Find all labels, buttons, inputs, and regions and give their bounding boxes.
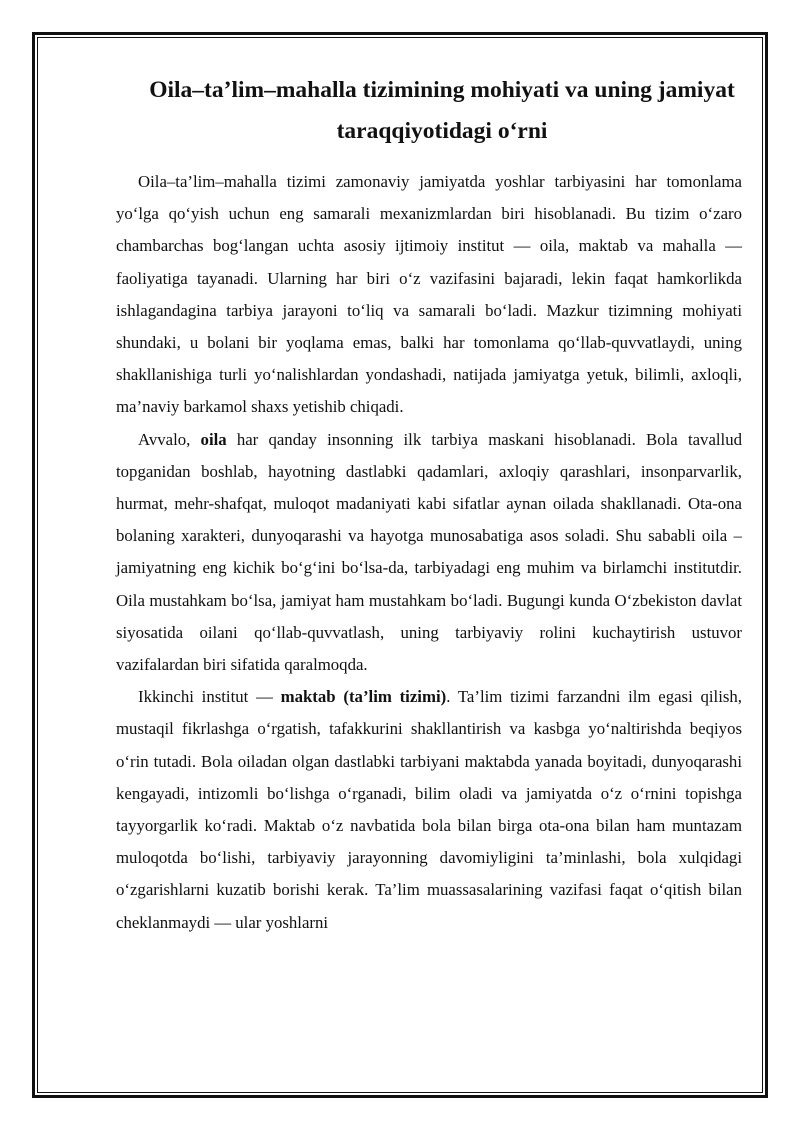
paragraph-family-body: har qanday insonning ilk tarbiya maskani hisoblanadi. Bola tavallud topganidan boshlab, hayotning dastlabki qadamlari, axloqiy qarashlari, insonparvarlik, hurmat, mehr-shafqat, muloqot madaniyati kabi sifatlar aynan oilada shakllanadi. Ota-ona bolaning xarakteri, dunyoqarashi va hayotga munosabatiga asos soladi. Shu sababli oila – jamiyatning eng kichik bo‘g‘ini bo‘lsa-da, tarbiyadagi eng muhim va birlamchi institutdir. Oila mustahkam bo‘lsa, jamiyat ham mustahkam bo‘ladi. Bugungi kunda O‘zbekiston davlat siyosatida oilani qo‘llab-quvvatlash, uning tarbiyaviy rolini kuchaytirish ustuvor vazifalardan biri sifatida qaralmoqda. [116, 429, 743, 675]
paragraph-school-lead: Ikkinchi institut — [138, 687, 281, 707]
paragraph-family-keyword: oila [200, 429, 227, 449]
paragraph-family-lead: Avvalo, [138, 429, 201, 449]
paragraph-school-body: . Ta’lim tizimi farzandni ilm egasi qilish, mustaqil fikrlashga o‘rgatish, tafakkurini shakllantirish va kasbga yo‘naltirishda beqiyos o‘rin tutadi. Bola oiladan olgan dastlabki tarbiyani maktabda yanada boyitadi, dunyoqarashi kengayadi, intizomli bo‘lishga o‘rganadi, bilim oladi va jamiyatda o‘z o‘rnini topishga tayyorgarlik ko‘radi. Maktab o‘z navbatida bola bilan birga ota-ona bilan ham muntazam muloqotda bo‘lishi, tarbiyaviy jarayonning davomiyligini ta’minlashi, bola xulqidagi o‘zgarishlarni kuzatib borishi kerak. Ta’lim muassasalarining vazifasi faqat o‘qitish bilan cheklanmaydi — ular yoshlarni [116, 687, 742, 932]
document-title: Oila–ta’lim–mahalla tizimining mohiyati va uning jamiyat taraqqiyotidagi o‘rni [149, 77, 735, 144]
paragraph-school-keyword: maktab (ta’lim tizimi) [280, 687, 447, 707]
paragraph-intro: Oila–ta’lim–mahalla tizimi zamonaviy jamiyatda yoshlar tarbiyasini har tomonlama yo‘lga qo‘yish uchun eng samarali mexanizmlardan biri hisoblanadi. Bu tizim o‘zaro chambarchas bog‘langan uchta asosiy ijtimoiy institut — oila, maktab va mahalla — faoliyatiga tayanadi. Ularning har biri o‘z vazifasini bajaradi, lekin faqat hamkorlikda ishlagandagina tarbiya jarayoni to‘liq va samarali bo‘ladi. Mazkur tizimning mohiyati shundaki, u bolani bir yoqlama emas, balki har tomonlama qo‘llab-quvvatlaydi, uning shakllanishiga turli yo‘nalishlardan yondashadi, natijada jamiyatga yetuk, bilimli, axloqli, ma’naviy barkamol shaxs yetishib chiqadi. [116, 172, 742, 417]
document-body [116, 70, 742, 939]
paragraph-family [116, 424, 742, 682]
paragraph-school [116, 681, 742, 939]
